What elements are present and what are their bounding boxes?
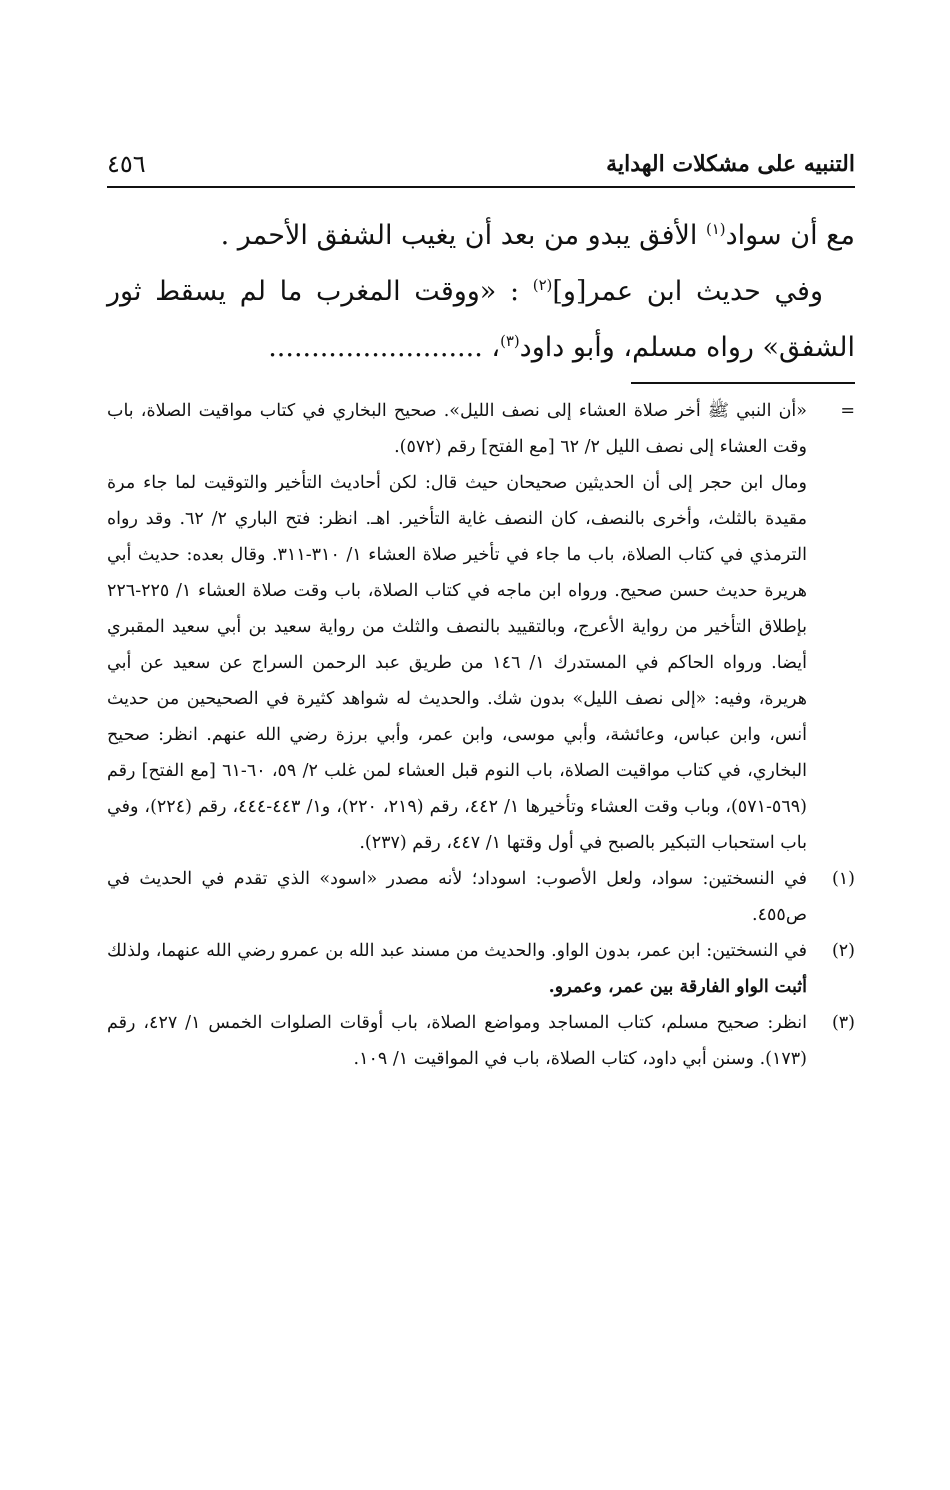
footnote-2 xyxy=(107,933,855,1005)
footnote-3-marker: (٣) xyxy=(831,1013,855,1033)
footnote-2-text: في النسختين: ابن عمر، بدون الواو. والحديث من مسند عبد الله بن عمرو رضي الله عنهما، ولذلك xyxy=(107,941,807,961)
main-paragraph-1 xyxy=(107,208,855,264)
continuation-dots: ......................... xyxy=(268,332,483,363)
footnote-1 xyxy=(107,861,855,933)
running-title: التنبيه على مشكلات الهداية xyxy=(606,151,855,177)
page-header xyxy=(107,148,855,188)
page-number: ٤٥٦ xyxy=(107,150,146,178)
main-text xyxy=(107,208,855,376)
footnote-2-marker: (٢) xyxy=(831,941,855,961)
footnote-continuation xyxy=(107,393,855,861)
main-paragraph-2 xyxy=(107,264,855,376)
continuation-marker: = xyxy=(840,401,855,421)
footnote-3-text: انظر: صحيح مسلم، كتاب المساجد ومواضع الصلاة، باب أوقات الصلوات الخمس ١/ ٤٢٧، رقم (١٧٣). وسنن أبي داود، كتاب الصلاة، باب في المواقيت ١/ ١٠٩. xyxy=(107,1013,807,1069)
p1-text-before: مع أن سواد xyxy=(725,220,855,251)
p2-text-before: وفي حديث ابن عمر[و] xyxy=(552,276,823,307)
footnote-1-marker: (١) xyxy=(831,869,855,889)
footnote-ref-3[interactable]: (٣) xyxy=(500,332,520,350)
p1-text-after: الأفق يبدو من بعد أن يغيب الشفق الأحمر . xyxy=(220,220,706,251)
footnote-3 xyxy=(107,1005,855,1077)
footnote-ref-2[interactable]: (٢) xyxy=(532,276,553,294)
footnote-2-paragraph xyxy=(107,933,807,1005)
footnote-1-text: في النسختين: سواد، ولعل الأصوب: اسوداد؛ لأنه مصدر «اسود» الذي تقدم في الحديث في ص٤٥٥. xyxy=(107,869,807,925)
p2-text-middle: : «ووقت المغرب ما لم يسقط ثور الشفق» رواه مسلم، وأبو داود xyxy=(107,276,855,363)
p2-text-after: ، xyxy=(482,332,501,363)
footnote-ref-1[interactable]: (١) xyxy=(705,220,726,238)
footnotes xyxy=(107,393,855,1077)
continuation-paragraph-2: ومال ابن حجر إلى أن الحديثين صحيحان حيث قال: لكن أحاديث التأخير والتوقيت لما جاء مرة مقيدة بالثلث، وأخرى بالنصف، كان النصف غاية التأخير. اهـ. انظر: فتح الباري ٢/ ٦٢. وقد رواه الترمذي في كتاب الصلاة، باب ما جاء في تأخير صلاة العشاء ١/ ٣١٠-٣١١. وقال بعده: حديث أبي هريرة حديث حسن صحيح. ورواه ابن ماجه في كتاب الصلاة، باب وقت صلاة العشاء ١/ ٢٢٥-٢٢٦ بإطلاق التأخير من رواية الأعرج، وبالتقييد بالنصف والثلث من رواية سعيد بن أبي سعيد المقبري أيضا. ورواه الحاكم في المستدرك ١/ ١٤٦ من طريق عبد الرحمن السراج عن سعيد عن أبي هريرة، وفيه: «إلى نصف الليل» بدون شك. والحديث له شواهد كثيرة في الصحيحين من حديث أنس، وابن عباس، وعائشة، وأبي موسى، وابن عمر، وأبي برزة رضي الله عنهم. انظر: صحيح البخاري، في كتاب مواقيت الصلاة، باب النوم قبل العشاء لمن غلب ٢/ ٥٩، ٦٠-٦١ [مع الفتح] رقم (٥٦٩-٥٧١)، وباب وقت العشاء وتأخيرها ١/ ٤٤٢، رقم (٢١٩، ٢٢٠)، و١/ ٤٤٣-٤٤٤، رقم (٢٢٤)، وفي باب استحباب التبكير بالصبح في أول وقتها ١/ ٤٤٧، رقم (٢٣٧). xyxy=(107,473,807,853)
continuation-paragraph-1: «أن النبي ﷺ أخر صلاة العشاء إلى نصف الليل». صحيح البخاري في كتاب مواقيت الصلاة، باب وقت العشاء إلى نصف الليل ٢/ ٦٢ [مع الفتح] رقم (٥٧٢). xyxy=(107,401,807,457)
footnote-2-bold-text: أثبت الواو الفارقة بين عمر، وعمرو. xyxy=(548,977,807,997)
footnote-separator xyxy=(631,382,855,384)
